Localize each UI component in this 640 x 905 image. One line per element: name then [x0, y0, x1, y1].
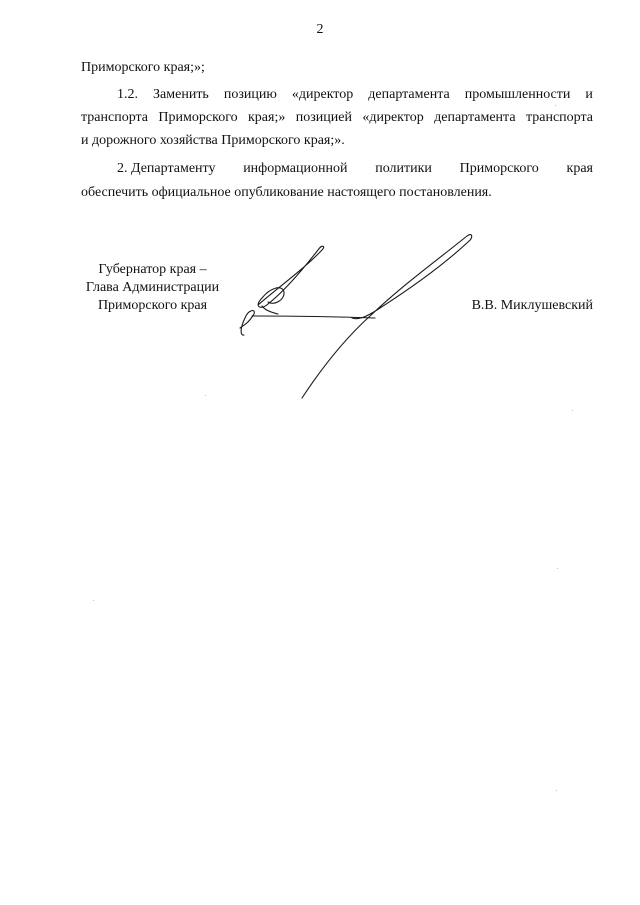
word: промышленности: [464, 87, 571, 102]
item-1-2-line-3: и дорожного хозяйства Приморского края;».: [81, 133, 345, 148]
signatory-title-line: Губернатор края –: [98, 262, 207, 277]
word: края: [566, 161, 593, 176]
word: Заменить: [153, 87, 209, 102]
word: департамента: [434, 110, 516, 125]
signatory-title-line: Глава Администрации: [85, 280, 220, 295]
word: Приморского: [158, 110, 238, 125]
word: края;»: [247, 110, 286, 125]
item-2-line-1: [81, 160, 593, 178]
signatory-title: [80, 261, 225, 315]
scan-speck: [572, 410, 573, 411]
item-1-2-line-1: [81, 86, 593, 104]
word: позицией: [295, 110, 352, 125]
word: транспорта: [525, 110, 593, 125]
word: позицию: [223, 87, 277, 102]
scan-speck: [93, 600, 94, 601]
word: 2. Департаменту: [117, 161, 216, 176]
word: «директор: [291, 87, 354, 102]
scan-speck: [556, 790, 557, 791]
handwritten-signature: [230, 228, 480, 403]
scan-speck: [555, 105, 556, 106]
signatory-title-line: Приморского края: [97, 298, 208, 313]
word: политики: [375, 161, 432, 176]
scan-speck: [557, 568, 558, 569]
word: Приморского: [459, 161, 539, 176]
body-line-continuation: Приморского края;»;: [81, 60, 205, 75]
scan-speck: [205, 395, 206, 396]
word: 1.2.: [117, 87, 138, 102]
page-number: 2: [316, 22, 324, 37]
word: информационной: [243, 161, 348, 176]
item-2-line-2: обеспечить официальное опубликование настоящего постановления.: [81, 185, 492, 200]
word: транспорта: [81, 110, 149, 125]
word: департамента: [368, 87, 450, 102]
word: и: [585, 87, 593, 102]
word: «директор: [362, 110, 424, 125]
item-1-2-line-2: [81, 109, 593, 127]
signatory-name: В.В. Миклушевский: [471, 298, 593, 313]
